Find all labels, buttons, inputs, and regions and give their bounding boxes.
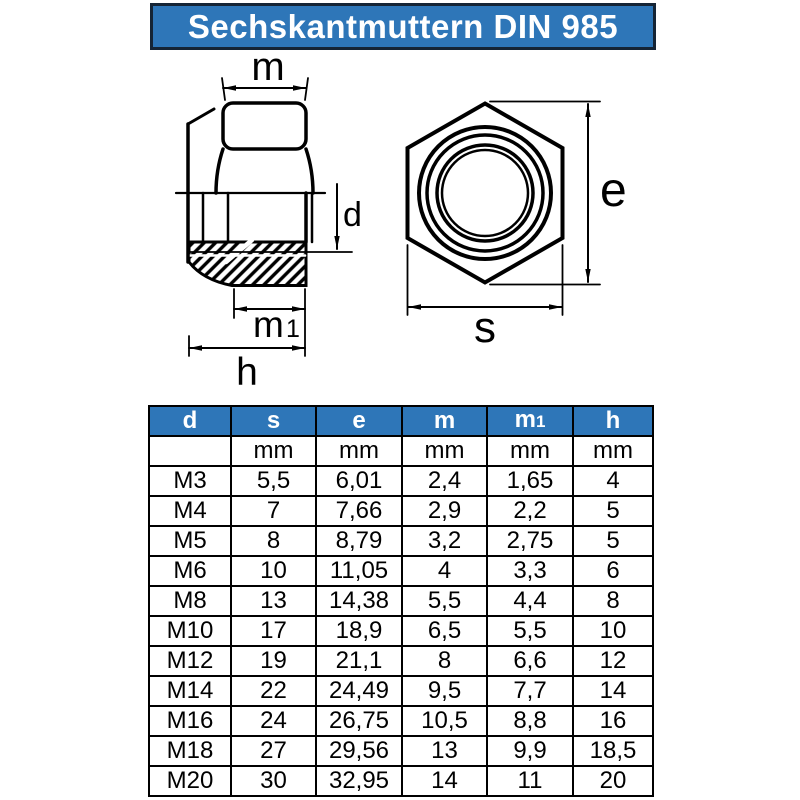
section-hatch-area <box>189 242 306 286</box>
table-cell: 2,75 <box>487 526 573 556</box>
nylon-insert-dome <box>223 103 306 149</box>
column-header: e <box>316 406 402 436</box>
table-cell: M3 <box>149 466 231 496</box>
table-cell: 5,5 <box>402 586 487 616</box>
table-cell: 32,95 <box>316 766 402 796</box>
table-cell: 7 <box>231 496 316 526</box>
table-cell: 20 <box>573 766 653 796</box>
unit-cell <box>149 436 231 466</box>
column-header-subscript: 1 <box>535 412 546 431</box>
column-header: h <box>573 406 653 436</box>
table-cell: 8,79 <box>316 526 402 556</box>
table-cell: M5 <box>149 526 231 556</box>
table-cell: 11 <box>487 766 573 796</box>
table-cell: 12 <box>573 646 653 676</box>
table-cell: 6,01 <box>316 466 402 496</box>
unit-cell: mm <box>487 436 573 466</box>
table-cell: 14,38 <box>316 586 402 616</box>
table-cell: M6 <box>149 556 231 586</box>
table-cell: 4 <box>573 466 653 496</box>
table-cell: 2,4 <box>402 466 487 496</box>
table-cell: 13 <box>402 736 487 766</box>
table-cell: 24 <box>231 706 316 736</box>
table-cell: 9,9 <box>487 736 573 766</box>
table-row <box>149 586 653 616</box>
label-h: h <box>236 351 258 394</box>
table-row <box>149 676 653 706</box>
table-cell: 10,5 <box>402 706 487 736</box>
table-cell: 26,75 <box>316 706 402 736</box>
table-cell: M12 <box>149 646 231 676</box>
label-m1-sub: 1 <box>286 315 300 343</box>
table-cell: 17 <box>231 616 316 646</box>
table-cell: 4 <box>402 556 487 586</box>
column-header: m1 <box>487 406 573 436</box>
table-header-row <box>149 406 653 436</box>
table-cell: 30 <box>231 766 316 796</box>
table-cell: 24,49 <box>316 676 402 706</box>
table-cell: 7,66 <box>316 496 402 526</box>
column-header: s <box>231 406 316 436</box>
table-cell: M14 <box>149 676 231 706</box>
table-cell: 14 <box>402 766 487 796</box>
table-row <box>149 616 653 646</box>
table-cell: 18,9 <box>316 616 402 646</box>
table-cell: 5 <box>573 496 653 526</box>
table-cell: 7,7 <box>487 676 573 706</box>
table-cell: 13 <box>231 586 316 616</box>
table-cell: 22 <box>231 676 316 706</box>
table-row <box>149 646 653 676</box>
unit-cell: mm <box>231 436 316 466</box>
table-cell: 2,9 <box>402 496 487 526</box>
table-cell: 16 <box>573 706 653 736</box>
table-cell: 10 <box>231 556 316 586</box>
label-s: s <box>474 303 496 352</box>
dimensions-table <box>148 405 654 797</box>
page-title: Sechskantmuttern DIN 985 <box>187 7 619 45</box>
table-cell: 3,3 <box>487 556 573 586</box>
label-e: e <box>600 164 627 217</box>
label-m: m <box>251 45 285 89</box>
table-cell: 10 <box>573 616 653 646</box>
unit-cell: mm <box>573 436 653 466</box>
table-cell: 4,4 <box>487 586 573 616</box>
table-cell: M10 <box>149 616 231 646</box>
table-cell: 8 <box>402 646 487 676</box>
table-cell: 14 <box>573 676 653 706</box>
table-cell: 21,1 <box>316 646 402 676</box>
table-cell: 11,05 <box>316 556 402 586</box>
table-cell: 8,8 <box>487 706 573 736</box>
table-cell: 29,56 <box>316 736 402 766</box>
hex-top-view <box>408 102 601 316</box>
table-cell: 18,5 <box>573 736 653 766</box>
table-cell: M18 <box>149 736 231 766</box>
table-row <box>149 706 653 736</box>
table-cell: 19 <box>231 646 316 676</box>
label-m1: m <box>253 304 284 345</box>
table-cell: 6,6 <box>487 646 573 676</box>
unit-cell: mm <box>316 436 402 466</box>
label-d: d <box>343 196 362 234</box>
table-row <box>149 736 653 766</box>
table-cell: 8 <box>231 526 316 556</box>
table-cell: 8 <box>573 586 653 616</box>
table-row <box>149 466 653 496</box>
table-row <box>149 526 653 556</box>
table-row <box>149 556 653 586</box>
column-header: d <box>149 406 231 436</box>
unit-cell: mm <box>402 436 487 466</box>
table-cell: M8 <box>149 586 231 616</box>
table-cell: 6 <box>573 556 653 586</box>
table-cell: 27 <box>231 736 316 766</box>
table-cell: 5,5 <box>487 616 573 646</box>
table-cell: M4 <box>149 496 231 526</box>
table-cell: 3,2 <box>402 526 487 556</box>
table-cell: 1,65 <box>487 466 573 496</box>
table-row <box>149 496 653 526</box>
table-cell: 5,5 <box>231 466 316 496</box>
table-cell: 2,2 <box>487 496 573 526</box>
table-cell: M16 <box>149 706 231 736</box>
table-cell: 9,5 <box>402 676 487 706</box>
table-units-row <box>149 436 653 466</box>
table-cell: 5 <box>573 526 653 556</box>
table-row <box>149 766 653 796</box>
table-cell: M20 <box>149 766 231 796</box>
hexagon-outline <box>408 104 563 283</box>
table-cell: 6,5 <box>402 616 487 646</box>
column-header: m <box>402 406 487 436</box>
